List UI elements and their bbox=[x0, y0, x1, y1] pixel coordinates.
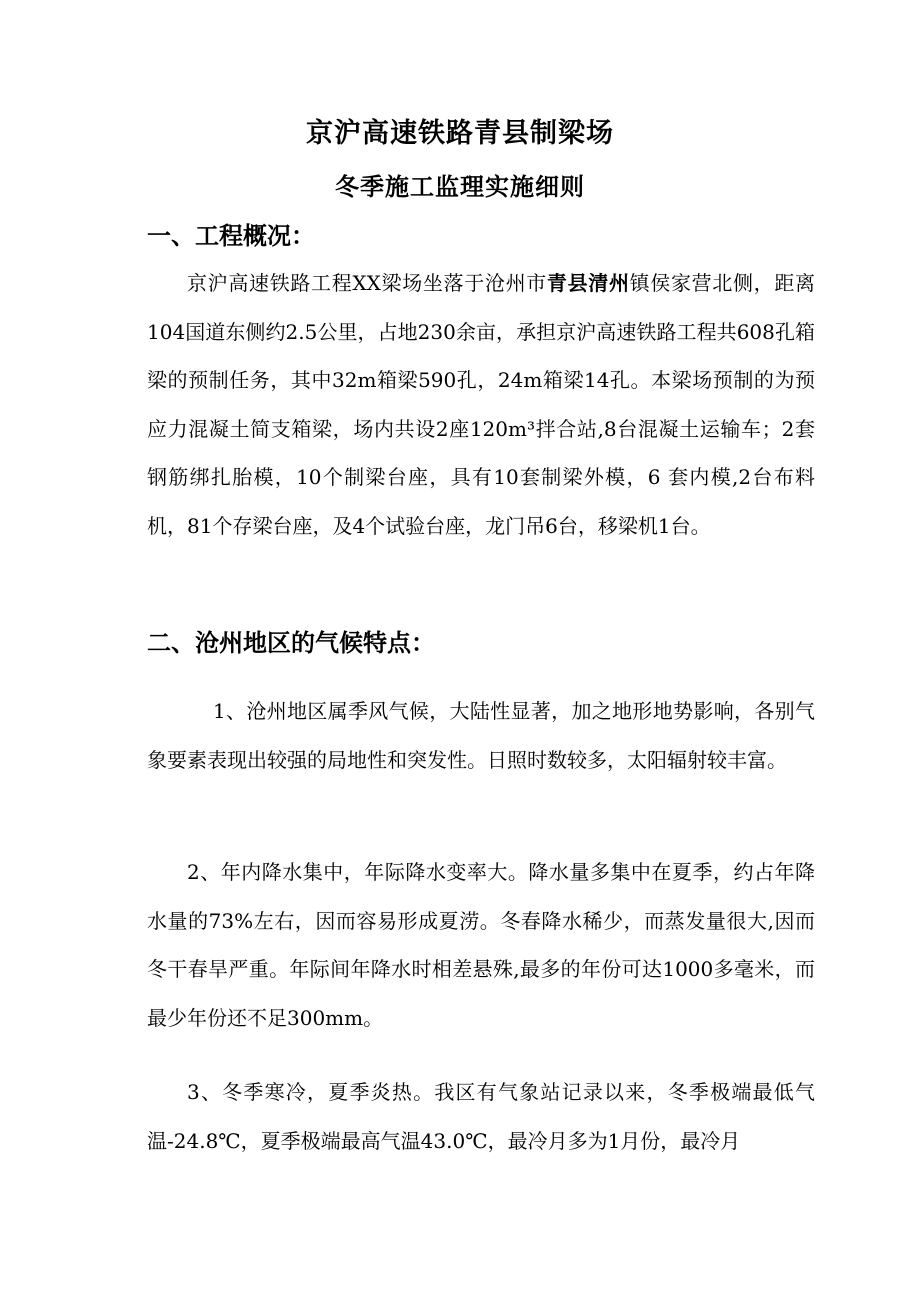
climate-paragraph-2: 2、年内降水集中，年际降水变率大。降水量多集中在夏季，约占年降水量的73%左右，因而容易形成夏涝。冬春降水稀少，而蒸发量很大,因而冬干春旱严重。年际间年降水时相差悬殊,最多的年份可达1000多毫米，而最少年份还不足300mm。 bbox=[147, 860, 815, 1030]
overview-text-emphasis: 青县清州 bbox=[546, 271, 630, 295]
document-title: 京沪高速铁路青县制梁场 bbox=[306, 118, 614, 149]
climate-paragraph-3: 3、冬季寒冷，夏季炎热。我区有气象站记录以来，冬季极端最低气温-24.8℃，夏季极端最高气温43.0℃，最冷月多为1月份，最冷月 bbox=[147, 1080, 815, 1153]
overview-text-before: 京沪高速铁路工程XX梁场坐落于沧州市 bbox=[187, 271, 547, 295]
document-subtitle: 冬季施工监理实施细则 bbox=[335, 173, 585, 201]
section-heading-overview: 一、工程概况： bbox=[147, 222, 315, 250]
section-heading-climate: 二、沧州地区的气候特点： bbox=[147, 629, 435, 657]
overview-paragraph bbox=[147, 259, 815, 550]
overview-text-after: 镇侯家营北侧，距离104国道东侧约2.5公里，占地230余亩，承担京沪高速铁路工程共608孔箱梁的预制任务，其中32m箱梁590孔，24m箱梁14孔。本梁场预制的为预应力混凝土简支箱梁，场内共设2座120m³拌合站,8台混凝土运输车；2套钢筋绑扎胎模，10个制梁台座，具有10套制梁外模，6 套内模,2台布料机，81个存梁台座，及4个试验台座，龙门吊6台，移梁机1台。 bbox=[147, 271, 816, 538]
climate-paragraph-1: 1、沧州地区属季风气候，大陆性显著，加之地形地势影响，各别气象要素表现出较强的局地性和突发性。日照时数较多，太阳辐射较丰富。 bbox=[147, 699, 815, 772]
